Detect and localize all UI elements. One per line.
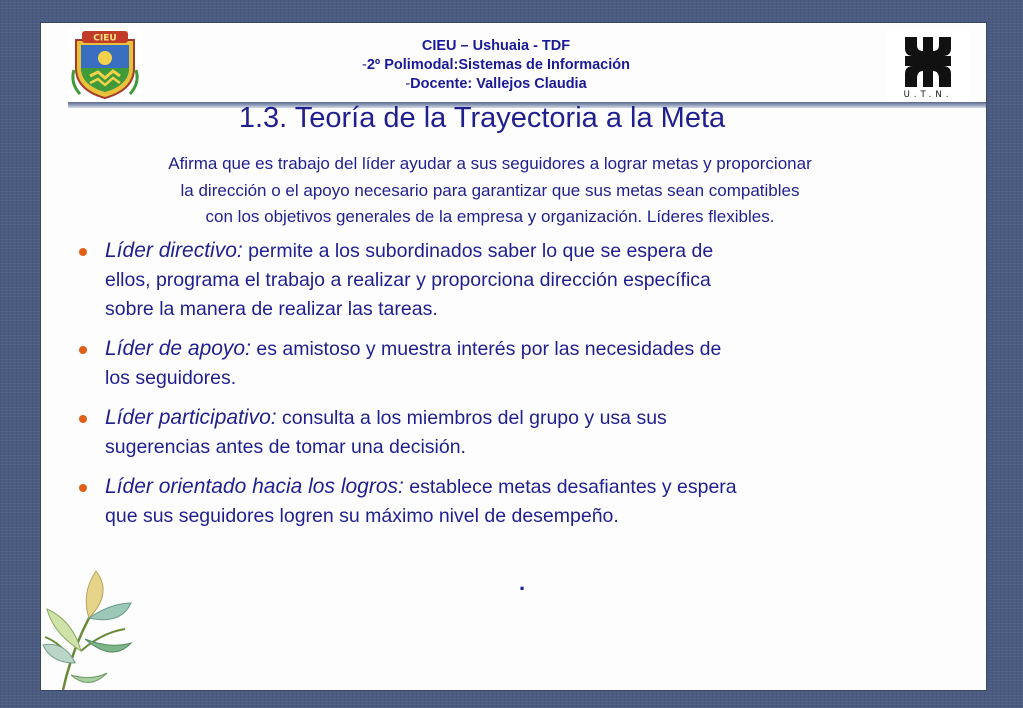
bullet-text: sobre la manera de realizar las tareas.: [105, 298, 438, 320]
utn-logo: [887, 31, 969, 101]
bullet-text: que sus seguidores logren su máximo nivel de desempeño.: [105, 505, 619, 527]
bullet-text: ellos, programa el trabajo a realizar y proporciona dirección específica: [105, 269, 711, 291]
bullet-icon: [79, 346, 87, 354]
intro-line: la dirección o el apoyo necesario para garantizar que sus metas sean compatibles: [180, 180, 800, 200]
bullet-text: consulta a los miembros del grupo y usa sus: [276, 407, 667, 429]
trailing-mark: .: [519, 570, 526, 595]
intro-paragraph: [80, 151, 900, 231]
leader-types-list: [74, 236, 874, 541]
bullet-term: Líder participativo:: [105, 406, 277, 429]
bullet-text: sugerencias antes de tomar una decisión.: [105, 436, 466, 458]
list-item-achievement-leader: [74, 472, 874, 531]
header-line-institution: CIEU – Ushuaia - TDF: [421, 38, 571, 54]
bullet-term: Líder directivo:: [105, 239, 243, 262]
cieu-shield-logo: [68, 28, 142, 101]
bullet-text: establece metas desafiantes y espera: [403, 476, 737, 498]
bullet-icon: [79, 248, 87, 256]
slide-title: 1.3. Teoría de la Trayectoria a la Meta: [238, 102, 726, 134]
bullet-text: es amistoso y muestra interés por las necesidades de: [250, 338, 722, 360]
bullet-icon: [79, 484, 87, 492]
bullet-text: los seguidores.: [105, 367, 237, 389]
utn-logo-letters: U.T.N.: [903, 90, 953, 100]
intro-line: Afirma que es trabajo del líder ayudar a sus seguidores a lograr metas y proporcionar: [168, 154, 812, 173]
list-item-directive-leader: [74, 236, 874, 324]
intro-line: con los objetivos generales de la empresa y organización. Líderes flexibles.: [205, 207, 775, 226]
bullet-term: Líder de apoyo:: [105, 337, 251, 360]
header-line-teacher: -Docente: Vallejos Claudia: [405, 76, 587, 92]
leaves-decoration: [41, 563, 141, 690]
list-item-supportive-leader: [74, 334, 874, 393]
header-text: [291, 37, 701, 94]
list-item-participative-leader: [74, 403, 874, 462]
slide-header: [41, 23, 986, 103]
svg-text:CIEU: CIEU: [93, 33, 117, 44]
bullet-term: Líder orientado hacia los logros:: [105, 475, 404, 498]
bullet-icon: [79, 415, 87, 423]
bullet-text: permite a los subordinados saber lo que se espera de: [242, 240, 714, 262]
header-line-course: -2º Polimodal:Sistemas de Información: [362, 57, 630, 73]
